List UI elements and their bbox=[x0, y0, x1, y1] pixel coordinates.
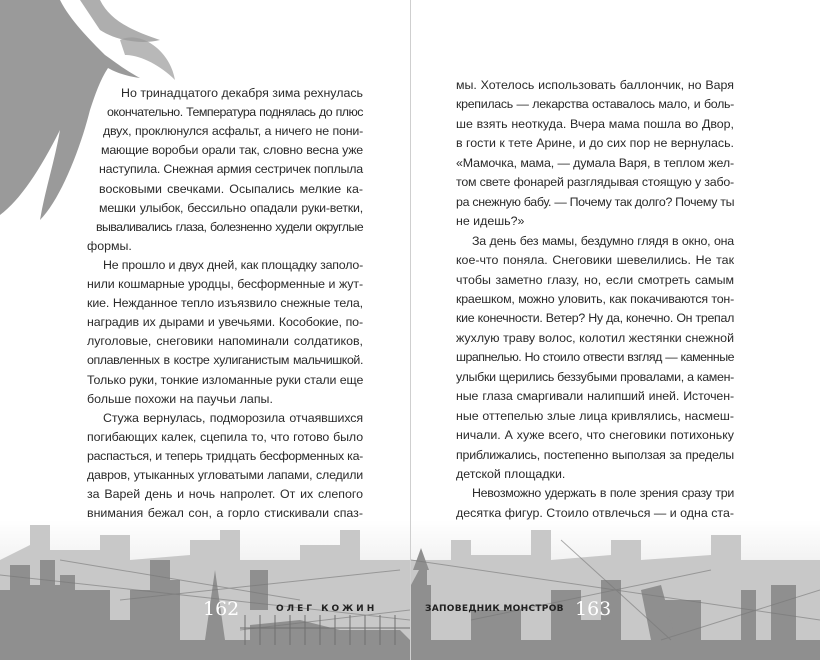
text-line: формы. bbox=[87, 238, 132, 253]
text-line: чтобы заметно глазу, но, если смотреть самым bbox=[456, 272, 734, 287]
text-line: давров, утыканных угловатыми лапами, следили bbox=[87, 468, 363, 482]
text-line: Невозможно удержать в поле зрения сразу три bbox=[472, 486, 734, 501]
text-line: За день без мамы, бездумно глядя в окно, она bbox=[472, 233, 734, 248]
text-line: Но тринадцатого декабря зима рехнулась bbox=[121, 86, 363, 100]
text-line: ра снежную бабу. — Почему так долго? Почему ты bbox=[456, 194, 735, 209]
text-line: мы. Хотелось использовать баллончик, но Варя bbox=[456, 78, 734, 92]
text-line: наступила. Снежная армия сестричек поплыла bbox=[99, 162, 363, 177]
text-line: шрапнелью. Но стоило отвести взгляд — каменные bbox=[456, 350, 734, 365]
text-line: крепилась — лекарства оставалось мало, и боль- bbox=[456, 97, 734, 112]
text-line: восковыми свечками. Осыпались мелкие ка- bbox=[99, 181, 363, 196]
text-line: за Варей день и ночь напролет. От их слепого bbox=[87, 487, 363, 502]
text-line: ные оттепелью злые лица кривлялись, насмеш- bbox=[456, 408, 734, 423]
running-head-author: ОЛЕГ КОЖИН bbox=[276, 604, 378, 614]
text-line: кие конечности. Ветер? Ну да, конечно. Он трепал bbox=[456, 311, 734, 326]
text-line: Стужа вернулась, подморозила отчаявшихся bbox=[103, 410, 363, 425]
page-number: 162 bbox=[203, 598, 240, 620]
text-line: не идешь?» bbox=[456, 214, 525, 229]
text-line: ничали. А хуже всего, что снеговики потихоньку bbox=[456, 428, 734, 443]
text-line: краешком, можно уловить, как покачиваются тон- bbox=[456, 291, 734, 306]
text-line: двух, проклюнулся асфальт, а ничего не пони- bbox=[103, 124, 363, 139]
text-line: нили кошмарные уродцы, бесформенные и жут- bbox=[87, 277, 363, 291]
text-line: Только руки, тонкие изломанные руки стали еще bbox=[87, 372, 364, 387]
text-line: вываливались глаза, болезненно худели округлые bbox=[96, 219, 363, 234]
running-head-title: ЗАПОВЕДНИК МОНСТРОВ bbox=[425, 604, 564, 614]
right-body-text bbox=[411, 0, 820, 660]
text-line: ше взять неоткуда. Вчера мама пошла во Двор, bbox=[456, 116, 734, 131]
text-line: жухлую траву волос, колотил жестянки снежной bbox=[456, 330, 734, 345]
text-line: кие. Нежданное тепло изъязвило снежные тела, bbox=[87, 296, 363, 311]
text-line: мающие воробьи орали так, словно весна уже bbox=[101, 143, 363, 158]
text-line: Не прошло и двух дней, как площадку заполо- bbox=[103, 257, 363, 272]
text-line: улыбки щерились беззубыми провалами, а камен- bbox=[456, 369, 734, 384]
page-number: 163 bbox=[575, 598, 612, 620]
text-line: десятка фигур. Стоило отвлечься — и одна ста- bbox=[456, 505, 734, 520]
text-line: окончательно. Температура поднялась до плюс bbox=[107, 105, 363, 120]
right-page bbox=[411, 0, 820, 660]
text-line: ные глаза смаргивали налипший иней. Источен- bbox=[456, 389, 734, 404]
text-line: наградив их дырами и увечьями. Кособокие, по- bbox=[87, 315, 363, 330]
text-line: внимания бежал сон, а горло стискивали спаз- bbox=[87, 506, 363, 521]
text-line: приближались, постепенно выползая за пределы bbox=[456, 447, 734, 462]
text-line: больше похожи на паучьи лапы. bbox=[87, 391, 273, 406]
text-line: «Мамочка, мама, — думала Варя, в теплом жел- bbox=[456, 155, 734, 170]
text-line: распасться, и теперь тридцать бесформенных ка- bbox=[87, 448, 363, 463]
text-line: луголовые, снеговики напоминали солдатиков, bbox=[87, 334, 363, 349]
text-line: том свете фонарей разглядывая стоящую у забо- bbox=[456, 175, 734, 190]
text-line: погибающих калек, сцепила то, что готово было bbox=[87, 429, 363, 444]
text-line: детской площадки. bbox=[456, 467, 566, 481]
text-line: в гости к тете Арине, и до сих пор не вернулась. bbox=[456, 136, 734, 151]
text-line: кое-что поняла. Снеговики шевелились. Не так bbox=[456, 253, 734, 268]
text-line: мешки улыбок, бессильно опадали руки-ветки, bbox=[99, 200, 363, 215]
text-line: оплавленных в костре хулиганистым мальчишкой. bbox=[87, 353, 363, 368]
